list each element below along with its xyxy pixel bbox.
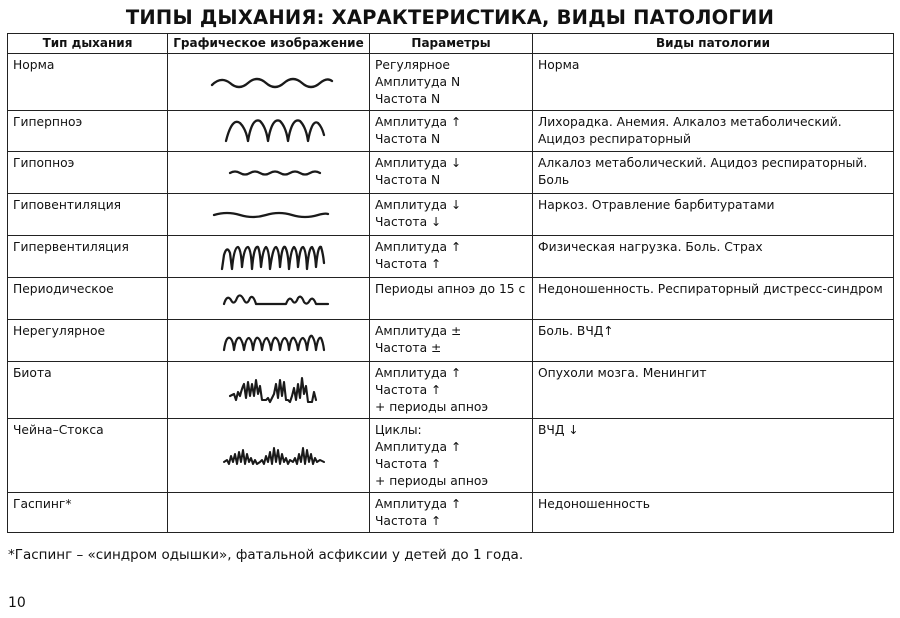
row-graphic <box>168 320 370 362</box>
row-pathology: Недоношенность <box>533 493 894 533</box>
page-title: ТИПЫ ДЫХАНИЯ: ХАРАКТЕРИСТИКА, ВИДЫ ПАТОЛОГИИ <box>125 6 775 29</box>
row-pathology: Недоношенность. Респираторный дистресс-синдром <box>533 278 894 320</box>
row-pathology: Физическая нагрузка. Боль. Страх <box>533 236 894 278</box>
row-params <box>370 54 533 111</box>
row-graphic <box>168 194 370 236</box>
normal-wave <box>194 67 344 97</box>
row-graphic <box>168 278 370 320</box>
param-line: Амплитуда ± <box>375 324 462 338</box>
table-row <box>8 236 894 278</box>
row-type: Гипервентиляция <box>8 236 168 278</box>
table-row <box>8 194 894 236</box>
row-params <box>370 194 533 236</box>
param-line: Амплитуда ↓ <box>375 198 462 212</box>
row-params <box>370 111 533 152</box>
param-line: Частота N <box>375 173 441 187</box>
param-line: Частота N <box>375 92 441 106</box>
row-params <box>370 278 533 320</box>
param-line: Частота ↑ <box>375 257 442 271</box>
row-graphic <box>168 362 370 419</box>
row-pathology: Опухоли мозга. Менингит <box>533 362 894 419</box>
row-graphic <box>168 236 370 278</box>
row-type: Гипопноэ <box>8 152 168 194</box>
param-line: Частота N <box>375 132 441 146</box>
hypopnea-wave <box>194 161 344 185</box>
table-header-row <box>8 34 894 54</box>
breathing-types-table <box>7 33 894 533</box>
param-line: Амплитуда ↑ <box>375 366 462 380</box>
param-line: Амплитуда ↑ <box>375 440 462 454</box>
row-pathology: Норма <box>533 54 894 111</box>
row-params <box>370 419 533 493</box>
table-row <box>8 320 894 362</box>
hypoventilation-wave <box>194 203 344 227</box>
hyperpnea-wave <box>194 113 344 149</box>
param-line: + периоды апноэ <box>375 400 489 414</box>
row-graphic <box>168 493 370 533</box>
param-line: Частота ↑ <box>375 514 442 528</box>
row-type: Биота <box>8 362 168 419</box>
row-params <box>370 236 533 278</box>
row-type: Гиперпноэ <box>8 111 168 152</box>
row-params <box>370 493 533 533</box>
row-graphic <box>168 152 370 194</box>
param-line: Амплитуда N <box>375 75 461 89</box>
param-line: Амплитуда ↓ <box>375 156 462 170</box>
row-pathology: Наркоз. Отравление барбитуратами <box>533 194 894 236</box>
table-row <box>8 278 894 320</box>
hyperventilation-wave <box>194 239 344 275</box>
table-row <box>8 419 894 493</box>
footnote: *Гаспинг – «синдром одышки», фатальной асфиксии у детей до 1 года. <box>8 547 524 563</box>
row-type: Гаспинг* <box>8 493 168 533</box>
header-type: Тип дыхания <box>8 34 168 54</box>
row-params <box>370 152 533 194</box>
row-graphic <box>168 54 370 111</box>
irregular-wave <box>194 326 344 356</box>
cheyne-stokes-wave <box>194 436 344 476</box>
param-line: Амплитуда ↑ <box>375 115 462 129</box>
table-row <box>8 54 894 111</box>
param-line: Частота ↑ <box>375 383 442 397</box>
row-type: Чейна–Стокса <box>8 419 168 493</box>
row-type: Периодическое <box>8 278 168 320</box>
table-row <box>8 152 894 194</box>
table-row <box>8 493 894 533</box>
row-params <box>370 320 533 362</box>
row-graphic <box>168 419 370 493</box>
row-params <box>370 362 533 419</box>
header-graphic: Графическое изображение <box>168 34 370 54</box>
param-line: Амплитуда ↑ <box>375 497 462 511</box>
table-row <box>8 362 894 419</box>
row-type: Гиповентиляция <box>8 194 168 236</box>
param-line: Частота ↓ <box>375 215 442 229</box>
biot-wave <box>194 370 344 410</box>
table-row <box>8 111 894 152</box>
row-pathology: ВЧД ↓ <box>533 419 894 493</box>
row-type: Норма <box>8 54 168 111</box>
param-line: Частота ± <box>375 341 442 355</box>
param-line: Амплитуда ↑ <box>375 240 462 254</box>
param-line: + периоды апноэ <box>375 474 489 488</box>
header-pathology: Виды патологии <box>533 34 894 54</box>
param-line: Циклы: <box>375 423 422 437</box>
row-pathology: Алкалоз метаболический. Ацидоз респираторный. Боль <box>533 152 894 194</box>
row-graphic <box>168 111 370 152</box>
row-pathology: Лихорадка. Анемия. Алкалоз метаболический. Ацидоз респираторный <box>533 111 894 152</box>
param-line: Периоды апноэ до 15 с <box>375 282 526 296</box>
param-line: Частота ↑ <box>375 457 442 471</box>
param-line: Регулярное <box>375 58 450 72</box>
row-pathology: Боль. ВЧД↑ <box>533 320 894 362</box>
periodic-wave <box>194 284 344 314</box>
header-params: Параметры <box>370 34 533 54</box>
page-number: 10 <box>8 595 26 611</box>
row-type: Нерегулярное <box>8 320 168 362</box>
